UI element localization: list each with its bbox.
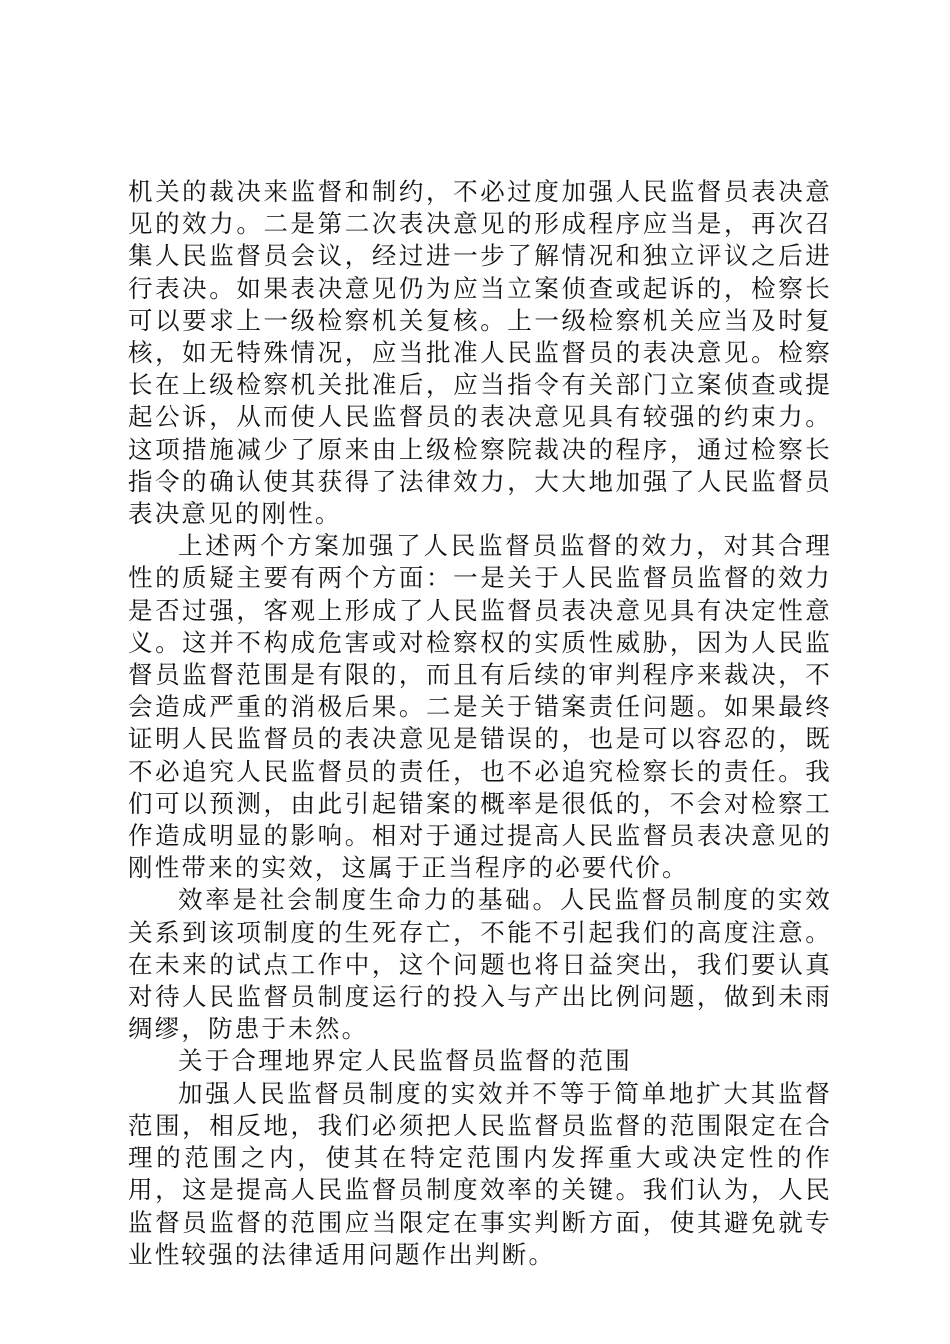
paragraph-2: 上述两个方案加强了人民监督员监督的效力，对其合理性的质疑主要有两个方面：一是关于人民监督员监督的效力是否过强，客观上形成了人民监督员表决意见具有决定性意义。这并不构成危害或对检察权的实质性威胁，因为人民监督员监督范围是有限的，而且有后续的审判程序来裁决，不会造成严重的消极后果。二是关于错案责任问题。如果最终证明人民监督员的表决意见是错误的，也是可以容忍的，既不必追究人民监督员的责任，也不必追究检察长的责任。我们可以预测，由此引起错案的概率是很低的，不会对检察工作造成明显的影响。相对于通过提高人民监督员表决意见的刚性带来的实效，这属于正当程序的必要代价。 (128, 531, 832, 883)
document-body (128, 176, 832, 1271)
paragraph-1: 机关的裁决来监督和制约，不必过度加强人民监督员表决意见的效力。二是第二次表决意见的形成程序应当是，再次召集人民监督员会议，经过进一步了解情况和独立评议之后进行表决。如果表决意见仍为应当立案侦查或起诉的，检察长可以要求上一级检察机关复核。上一级检察机关应当及时复核，如无特殊情况，应当批准人民监督员的表决意见。检察长在上级检察机关批准后，应当指令有关部门立案侦查或提起公诉，从而使人民监督员的表决意见具有较强的约束力。这项措施减少了原来由上级检察院裁决的程序，通过检察长指令的确认使其获得了法律效力，大大地加强了人民监督员表决意见的刚性。 (128, 177, 832, 529)
section-heading: 关于合理地界定人民监督员监督的范围 (178, 1046, 632, 1076)
paragraph-3: 效率是社会制度生命力的基础。人民监督员制度的实效关系到该项制度的生死存亡，不能不引起我们的高度注意。在未来的试点工作中，这个问题也将日益突出，我们要认真对待人民监督员制度运行的投入与产出比例问题，做到未雨绸缪，防患于未然。 (128, 885, 832, 1044)
paragraph-4: 加强人民监督员制度的实效并不等于简单地扩大其监督范围，相反地，我们必须把人民监督员监督的范围限定在合理的范围之内，使其在特定范围内发挥重大或决定性的作用，这是提高人民监督员制度效率的关键。我们认为，人民监督员监督的范围应当限定在事实判断方面，使其避免就专业性较强的法律适用问题作出判断。 (128, 1078, 832, 1269)
